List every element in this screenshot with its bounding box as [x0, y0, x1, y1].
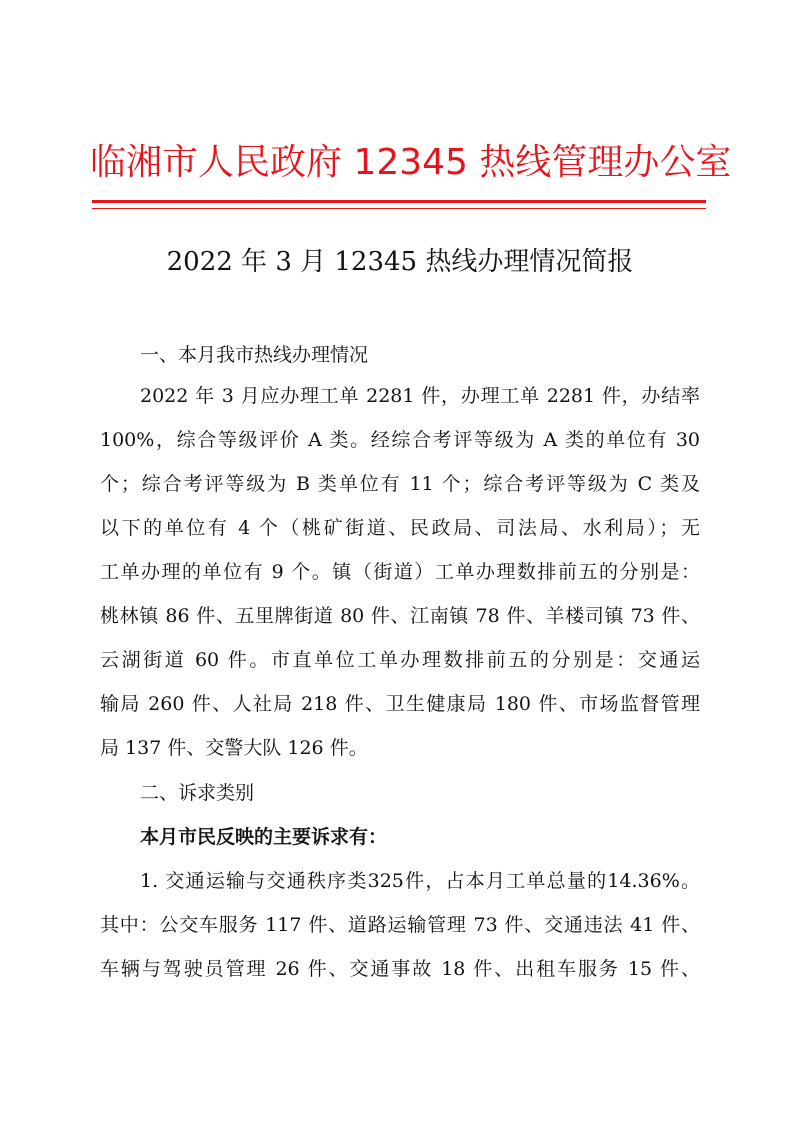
org-header-title: 临湘市人民政府 12345 热线管理办公室 [90, 142, 732, 183]
section-1-line: 100%，综合等级评价 A 类。经综合考评等级为 A 类的单位有 30 [100, 429, 700, 451]
header-rule-thick [92, 200, 706, 203]
section-1-heading: 一、本月我市热线办理情况 [140, 344, 369, 366]
section-1-line: 云湖街道 60 件。市直单位工单办理数排前五的分别是：交通运 [100, 649, 700, 671]
section-2-line: 其中：公交车服务 117 件、道路运输管理 73 件、交通违法 41 件、 [100, 914, 700, 936]
section-1-line: 以下的单位有 4 个（桃矿街道、民政局、司法局、水利局）；无 [100, 517, 700, 539]
section-2-subheading: 本月市民反映的主要诉求有： [140, 826, 388, 848]
document-title: 2022 年 3 月 12345 热线办理情况简报 [166, 247, 634, 277]
section-1-line: 工单办理的单位有 9 个。镇（街道）工单办理数排前五的分别是： [100, 561, 700, 583]
section-1-line: 输局 260 件、人社局 218 件、卫生健康局 180 件、市场监督管理 [100, 693, 700, 715]
section-1-line: 个；综合考评等级为 B 类单位有 11 个；综合考评等级为 C 类及 [100, 473, 700, 495]
header-rule-thin [92, 208, 706, 209]
section-1-line: 桃林镇 86 件、五里牌街道 80 件、江南镇 78 件、羊楼司镇 73 件、 [100, 605, 700, 627]
section-1-line: 局 137 件、交警大队 126 件。 [100, 737, 368, 759]
section-2-line: 车辆与驾驶员管理 26 件、交通事故 18 件、出租车服务 15 件、 [100, 958, 700, 980]
section-2-line: 1. 交通运输与交通秩序类325件，占本月工单总量的14.36%。 [140, 870, 700, 892]
section-2-heading: 二、诉求类别 [140, 782, 255, 804]
section-1-line: 2022 年 3 月应办理工单 2281 件，办理工单 2281 件，办结率 [140, 385, 700, 407]
